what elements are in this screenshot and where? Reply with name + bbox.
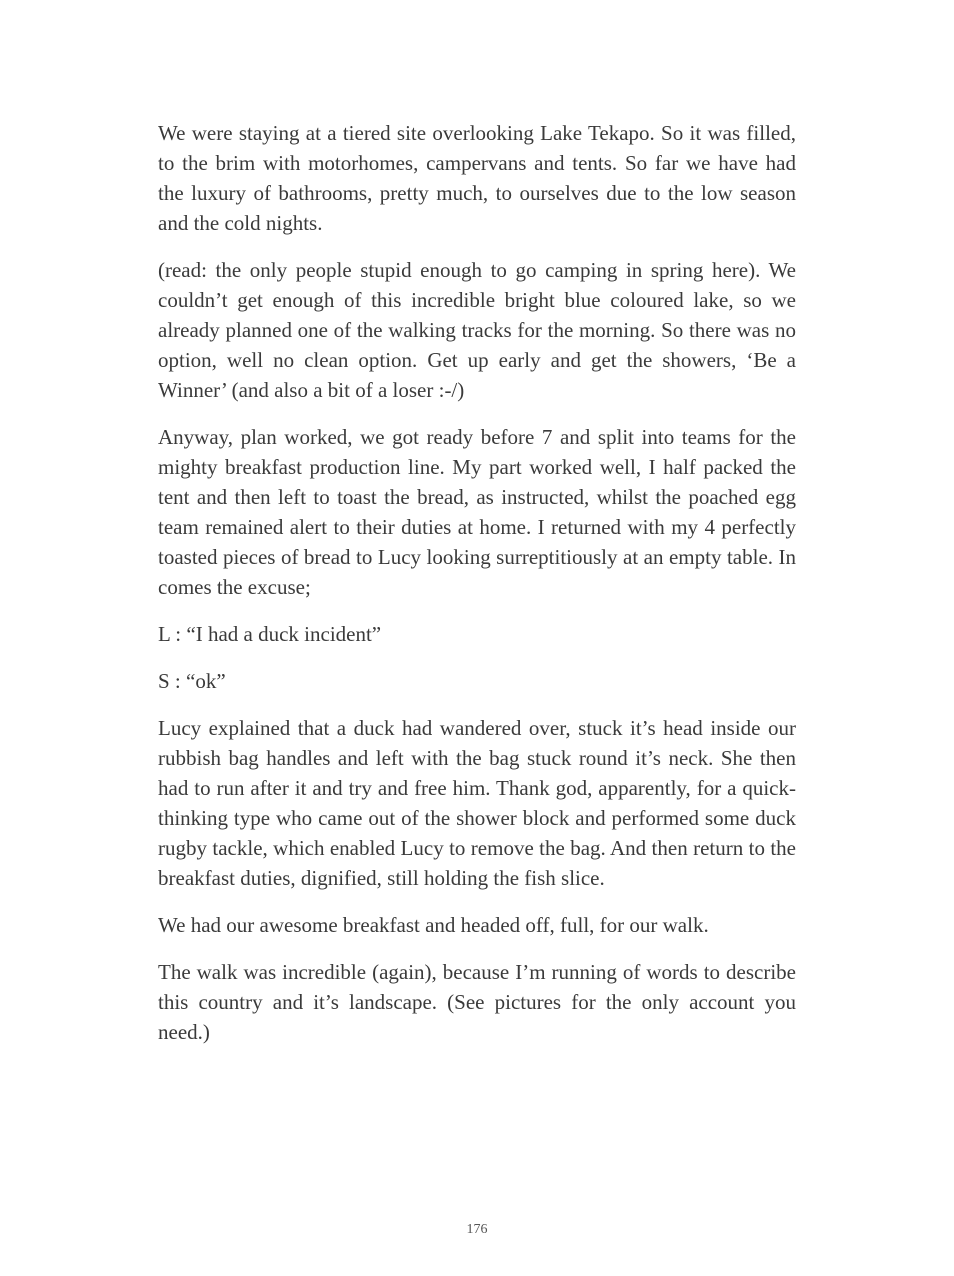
paragraph-campsite: We were staying at a tiered site overlooking Lake Tekapo. So it was filled, to the brim with motorhomes, campervans and tents. So far we have had the luxury of bathrooms, pretty much, to ourselves due to the low season and the cold nights. — [158, 121, 796, 235]
paragraph-walk: The walk was incredible (again), because I’m running of words to describe this country and it’s landscape. (See pictures for the only account you need.) — [158, 960, 796, 1044]
dialogue-line-s: S : “ok” — [158, 669, 226, 693]
dialogue-line-l: L : “I had a duck incident” — [158, 622, 382, 646]
paragraph-breakfast: We had our awesome breakfast and headed off, full, for our walk. — [158, 913, 709, 937]
page-number: 176 — [466, 1222, 488, 1237]
page-body — [158, 118, 796, 1064]
paragraph-breakfast-plan: Anyway, plan worked, we got ready before 7 and split into teams for the mighty breakfast production line. My part worked well, I half packed the tent and then left to toast the bread, as instructed, whilst the poached egg team remained alert to their duties at home. I returned with my 4 perfectly toasted pieces of bread to Lucy looking surreptitiously at an empty table. In comes the excuse; — [158, 425, 796, 599]
paragraph-duck-incident: Lucy explained that a duck had wandered over, stuck it’s head inside our rubbish bag handles and left with the bag stuck round it’s neck. She then had to run after it and try and free him. Thank god, apparently, for a quick-thinking type who came out of the shower block and performed some duck rugby tackle, which enabled Lucy to remove the bag. And then return to the breakfast duties, dignified, still holding the fish slice. — [158, 716, 796, 890]
paragraph-showers: (read: the only people stupid enough to go camping in spring here). We couldn’t get enough of this incredible bright blue coloured lake, so we already planned one of the walking tracks for the morning. So there was no option, well no clean option. Get up early and get the showers, ‘Be a Winner’ (and also a bit of a loser :-/) — [158, 258, 796, 402]
